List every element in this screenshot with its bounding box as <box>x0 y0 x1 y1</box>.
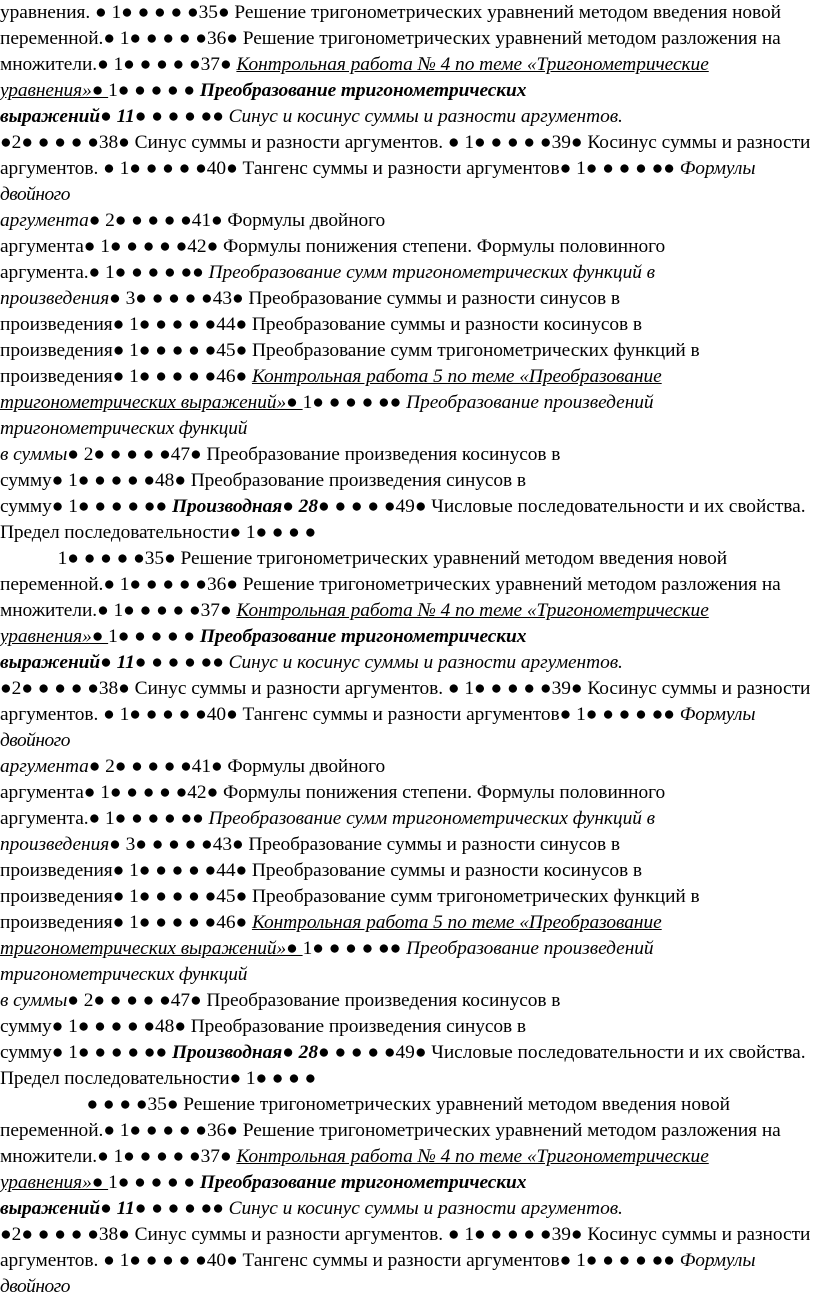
text-segment: сумму● 1● ● ● ● ●● <box>0 496 172 517</box>
text-segment: тригонометрических функций <box>0 418 248 439</box>
text-segment: Формулы <box>679 704 756 725</box>
text-segment: 2● ● ● ● ●41● Формулы двойного <box>105 210 386 231</box>
text-segment: ● <box>0 132 12 153</box>
text-segment: двойного <box>0 1276 70 1297</box>
text-segment: Контрольная работа № 4 по теме «Тригонометрические <box>236 54 709 75</box>
text-segment: аргумента.● 1● ● ● ● ●● <box>0 808 209 829</box>
text-segment: произведения● 1● ● ● ● ●46● <box>0 366 252 387</box>
text-segment: 1● ● ● ● ●● <box>302 938 407 959</box>
text-segment: аргумента● <box>0 756 106 777</box>
text-line <box>0 988 816 1014</box>
text-segment: тригонометрических выражений»● <box>0 938 303 959</box>
text-line <box>0 416 816 442</box>
text-segment: выражений● 11● ● ● ● ●● <box>0 106 229 127</box>
text-segment: 2● ● ● ● ●41● Формулы двойного <box>105 756 386 777</box>
text-segment: сумму● 1● ● ● ● ●48● Преобразование произведения синусов в <box>0 470 527 491</box>
text-segment: уравнения»● <box>0 80 109 101</box>
text-segment: 3● ● ● ● ●43● Преобразование суммы и разности синусов в <box>125 834 620 855</box>
text-line <box>0 650 816 676</box>
text-line <box>0 858 816 884</box>
text-segment: 1● ● ● ● ●35● Решение тригонометрических уравнений методом введения новой <box>0 548 728 569</box>
text-segment: двойного <box>0 730 70 751</box>
text-line <box>0 78 816 104</box>
text-line <box>0 806 816 832</box>
text-segment: произведения● 1● ● ● ● ●45● Преобразование сумм тригонометрических функций в <box>0 340 700 361</box>
text-line <box>0 1014 816 1040</box>
text-line <box>0 390 816 416</box>
text-line <box>0 1092 816 1118</box>
text-segment: аргументов. ● 1● ● ● ● ●40● Тангенс суммы и разности аргументов● 1● ● ● ● ●● <box>0 1250 680 1271</box>
text-segment: ●49● Числовые последовательности и их свойства. <box>383 496 806 517</box>
text-line <box>0 1066 816 1092</box>
text-line <box>0 286 816 312</box>
text-segment: Контрольная работа 5 по теме «Преобразование <box>251 912 662 933</box>
text-line <box>0 936 816 962</box>
text-segment: ●49● Числовые последовательности и их свойства. <box>383 1042 806 1063</box>
text-line <box>0 780 816 806</box>
text-line <box>0 910 816 936</box>
text-line <box>0 676 816 702</box>
text-segment: произведения● 1● ● ● ● ●44● Преобразование суммы и разности косинусов в <box>0 314 643 335</box>
text-segment: аргумента● 1● ● ● ● ●42● Формулы понижения степени. Формулы половинного <box>0 782 666 803</box>
text-segment: Предел последовательности● 1● ● ● ● <box>0 522 317 543</box>
text-segment: Контрольная работа № 4 по теме «Тригонометрические <box>236 1146 709 1167</box>
text-line <box>0 0 816 26</box>
text-line <box>0 260 816 286</box>
text-line <box>0 1144 816 1170</box>
text-line <box>0 130 816 156</box>
text-line <box>0 624 816 650</box>
text-segment: Синус и косинус суммы и разности аргументов. <box>228 106 623 127</box>
text-segment: Синус и косинус суммы и разности аргументов. <box>228 652 623 673</box>
text-segment: Преобразование тригонометрических <box>199 80 527 101</box>
text-segment: произведения● 1● ● ● ● ●45● Преобразование сумм тригонометрических функций в <box>0 886 700 907</box>
text-line <box>0 572 816 598</box>
text-line <box>0 182 816 208</box>
text-line <box>0 52 816 78</box>
text-segment: множители.● 1● ● ● ● ●37● <box>0 1146 237 1167</box>
text-line <box>0 26 816 52</box>
text-segment: Преобразование сумм тригонометрических функций в <box>208 808 656 829</box>
text-segment: Формулы <box>679 158 756 179</box>
text-line <box>0 1222 816 1248</box>
text-segment: в суммы● <box>0 990 84 1011</box>
text-line <box>0 364 816 390</box>
text-line <box>0 208 816 234</box>
text-segment: множители.● 1● ● ● ● ●37● <box>0 54 237 75</box>
text-segment: Производная● 28● ● ● ● <box>171 1042 384 1063</box>
text-line <box>0 1118 816 1144</box>
text-line <box>0 1248 816 1274</box>
text-segment: переменной.● 1● ● ● ● ●36● Решение тригонометрических уравнений методом разложения на <box>0 28 781 49</box>
text-line <box>0 156 816 182</box>
text-segment: двойного <box>0 184 70 205</box>
text-segment: сумму● 1● ● ● ● ●● <box>0 1042 172 1063</box>
text-segment: уравнения. ● 1● ● ● ● ●35● Решение тригонометрических уравнений методом введения новой <box>0 2 782 23</box>
text-segment: произведения● 1● ● ● ● ●46● <box>0 912 252 933</box>
text-line <box>0 234 816 260</box>
text-segment: произведения● <box>0 288 126 309</box>
text-line <box>0 884 816 910</box>
text-segment: 2● ● ● ● ●38● Синус суммы и разности аргументов. ● 1● ● ● ● ●39● Косинус суммы и разности <box>11 1224 811 1245</box>
text-line <box>0 1274 816 1300</box>
text-segment: ● <box>0 1224 12 1245</box>
text-segment: переменной.● 1● ● ● ● ●36● Решение тригонометрических уравнений методом разложения на <box>0 1120 781 1141</box>
text-segment: произведения● <box>0 834 126 855</box>
text-line <box>0 468 816 494</box>
text-segment: Предел последовательности● 1● ● ● ● <box>0 1068 317 1089</box>
text-line <box>0 442 816 468</box>
text-segment: 2● ● ● ● ●38● Синус суммы и разности аргументов. ● 1● ● ● ● ●39● Косинус суммы и разности <box>11 132 811 153</box>
text-segment: выражений● 11● ● ● ● ●● <box>0 652 229 673</box>
text-segment: 1● ● ● ● ●● <box>302 392 407 413</box>
text-segment: 2● ● ● ● ●47● Преобразование произведения косинусов в <box>83 990 561 1011</box>
text-line <box>0 962 816 988</box>
text-line <box>0 494 816 520</box>
text-segment: Преобразование тригонометрических <box>199 1172 527 1193</box>
text-segment: в суммы● <box>0 444 84 465</box>
text-segment: 2● ● ● ● ●47● Преобразование произведения косинусов в <box>83 444 561 465</box>
text-line <box>0 520 816 546</box>
text-segment: уравнения»● <box>0 626 109 647</box>
text-segment: выражений● 11● ● ● ● ●● <box>0 1198 229 1219</box>
text-segment: ● <box>0 678 12 699</box>
text-line <box>0 702 816 728</box>
text-segment: Преобразование произведений <box>406 392 654 413</box>
text-segment: Контрольная работа № 4 по теме «Тригонометрические <box>236 600 709 621</box>
text-line <box>0 104 816 130</box>
text-line <box>0 728 816 754</box>
text-segment: аргумента.● 1● ● ● ● ●● <box>0 262 209 283</box>
text-segment: переменной.● 1● ● ● ● ●36● Решение тригонометрических уравнений методом разложения на <box>0 574 781 595</box>
text-segment: Синус и косинус суммы и разности аргументов. <box>228 1198 623 1219</box>
text-line <box>0 1170 816 1196</box>
text-line <box>0 312 816 338</box>
text-line <box>0 598 816 624</box>
text-segment: тригонометрических выражений»● <box>0 392 303 413</box>
text-line <box>0 1040 816 1066</box>
text-segment: Формулы <box>679 1250 756 1271</box>
text-line <box>0 754 816 780</box>
text-segment: Контрольная работа 5 по теме «Преобразование <box>251 366 662 387</box>
text-segment: множители.● 1● ● ● ● ●37● <box>0 600 237 621</box>
text-segment: сумму● 1● ● ● ● ●48● Преобразование произведения синусов в <box>0 1016 527 1037</box>
text-segment: Преобразование произведений <box>406 938 654 959</box>
text-segment: ● ● ● ●35● Решение тригонометрических уравнений методом введения новой <box>0 1094 730 1115</box>
text-segment: 3● ● ● ● ●43● Преобразование суммы и разности синусов в <box>125 288 620 309</box>
text-segment: Преобразование тригонометрических <box>199 626 527 647</box>
text-segment: Преобразование сумм тригонометрических функций в <box>208 262 656 283</box>
text-line <box>0 546 816 572</box>
text-segment: тригонометрических функций <box>0 964 248 985</box>
text-line <box>0 338 816 364</box>
text-segment: 2● ● ● ● ●38● Синус суммы и разности аргументов. ● 1● ● ● ● ●39● Косинус суммы и разности <box>11 678 811 699</box>
text-segment: Производная● 28● ● ● ● <box>171 496 384 517</box>
text-line <box>0 1196 816 1222</box>
text-segment: 1● ● ● ● ● <box>108 80 200 101</box>
text-segment: 1● ● ● ● ● <box>108 626 200 647</box>
text-line <box>0 832 816 858</box>
text-segment: аргумента● <box>0 210 106 231</box>
text-segment: произведения● 1● ● ● ● ●44● Преобразование суммы и разности косинусов в <box>0 860 643 881</box>
text-segment: 1● ● ● ● ● <box>108 1172 200 1193</box>
text-segment: уравнения»● <box>0 1172 109 1193</box>
text-segment: аргумента● 1● ● ● ● ●42● Формулы понижения степени. Формулы половинного <box>0 236 666 257</box>
text-segment: аргументов. ● 1● ● ● ● ●40● Тангенс суммы и разности аргументов● 1● ● ● ● ●● <box>0 704 680 725</box>
text-segment: аргументов. ● 1● ● ● ● ●40● Тангенс суммы и разности аргументов● 1● ● ● ● ●● <box>0 158 680 179</box>
